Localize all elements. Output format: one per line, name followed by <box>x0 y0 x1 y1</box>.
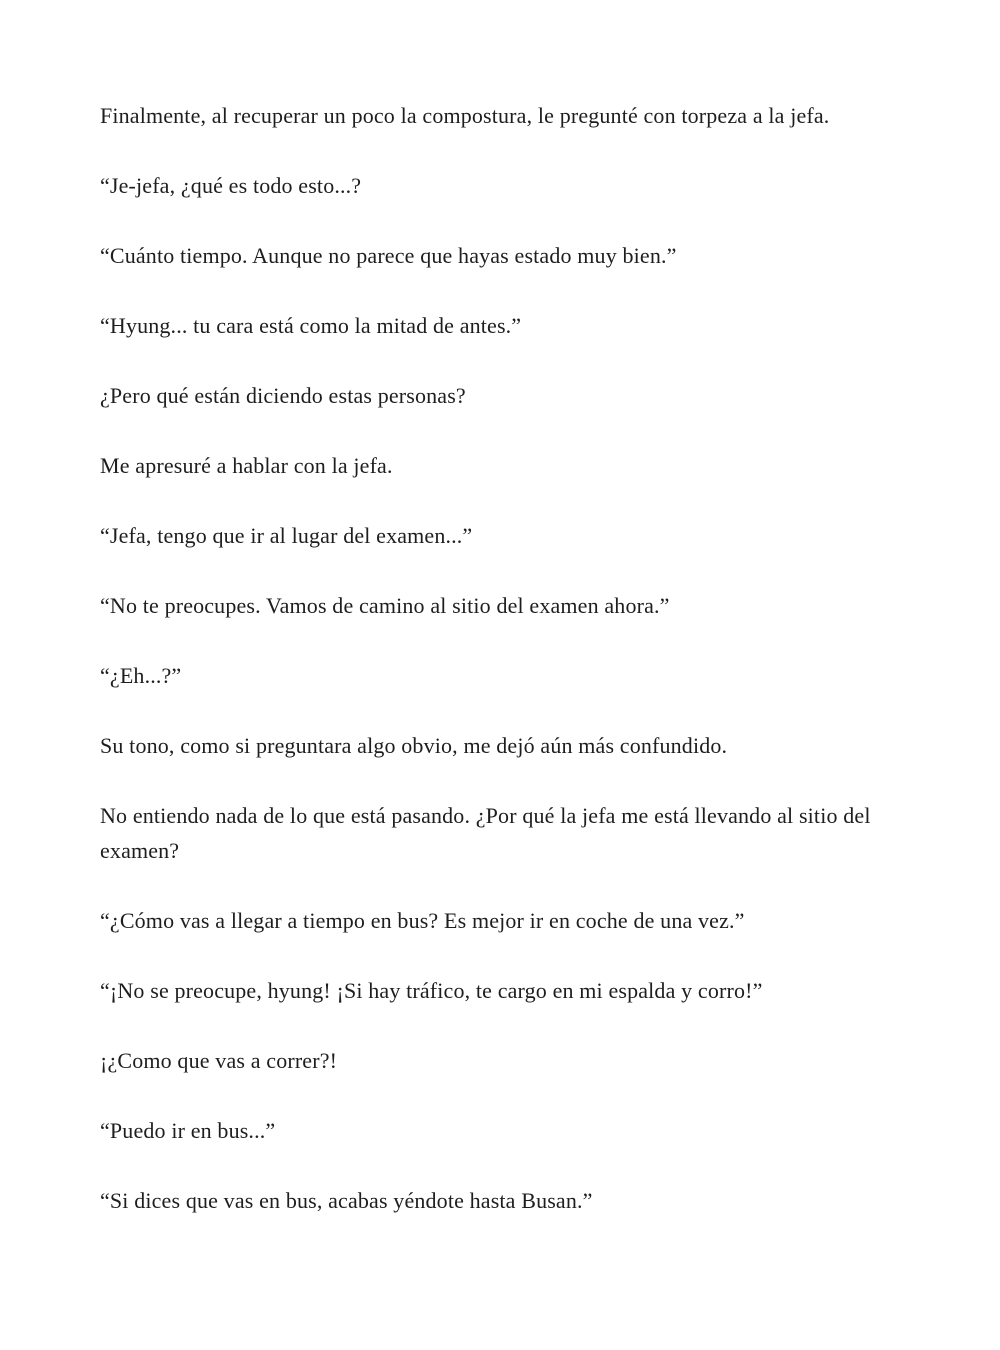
paragraph-16: “Si dices que vas en bus, acabas yéndote hasta Busan.” <box>100 1188 593 1213</box>
document-page <box>100 98 900 1253</box>
paragraph-8: “No te preocupes. Vamos de camino al sitio del examen ahora.” <box>100 593 670 618</box>
paragraph-4: “Hyung... tu cara está como la mitad de antes.” <box>100 313 522 338</box>
paragraph-9: “¿Eh...?” <box>100 663 182 688</box>
paragraph-5: ¿Pero qué están diciendo estas personas? <box>100 383 466 408</box>
paragraph-14: ¡¿Como que vas a correr?! <box>100 1048 338 1073</box>
paragraph-2: “Je-jefa, ¿qué es todo esto...? <box>100 173 362 198</box>
paragraph-6: Me apresuré a hablar con la jefa. <box>100 453 393 478</box>
paragraph-7: “Jefa, tengo que ir al lugar del examen...” <box>100 523 473 548</box>
paragraph-11: No entiendo nada de lo que está pasando. ¿Por qué la jefa me está llevando al sitio del examen? <box>100 803 871 863</box>
paragraph-13: “¡No se preocupe, hyung! ¡Si hay tráfico, te cargo en mi espalda y corro!” <box>100 978 763 1003</box>
paragraph-15: “Puedo ir en bus...” <box>100 1118 276 1143</box>
paragraph-3: “Cuánto tiempo. Aunque no parece que hayas estado muy bien.” <box>100 243 677 268</box>
paragraph-1: Finalmente, al recuperar un poco la compostura, le pregunté con torpeza a la jefa. <box>100 103 830 128</box>
paragraph-12: “¿Cómo vas a llegar a tiempo en bus? Es mejor ir en coche de una vez.” <box>100 908 745 933</box>
paragraph-10: Su tono, como si preguntara algo obvio, me dejó aún más confundido. <box>100 733 728 758</box>
